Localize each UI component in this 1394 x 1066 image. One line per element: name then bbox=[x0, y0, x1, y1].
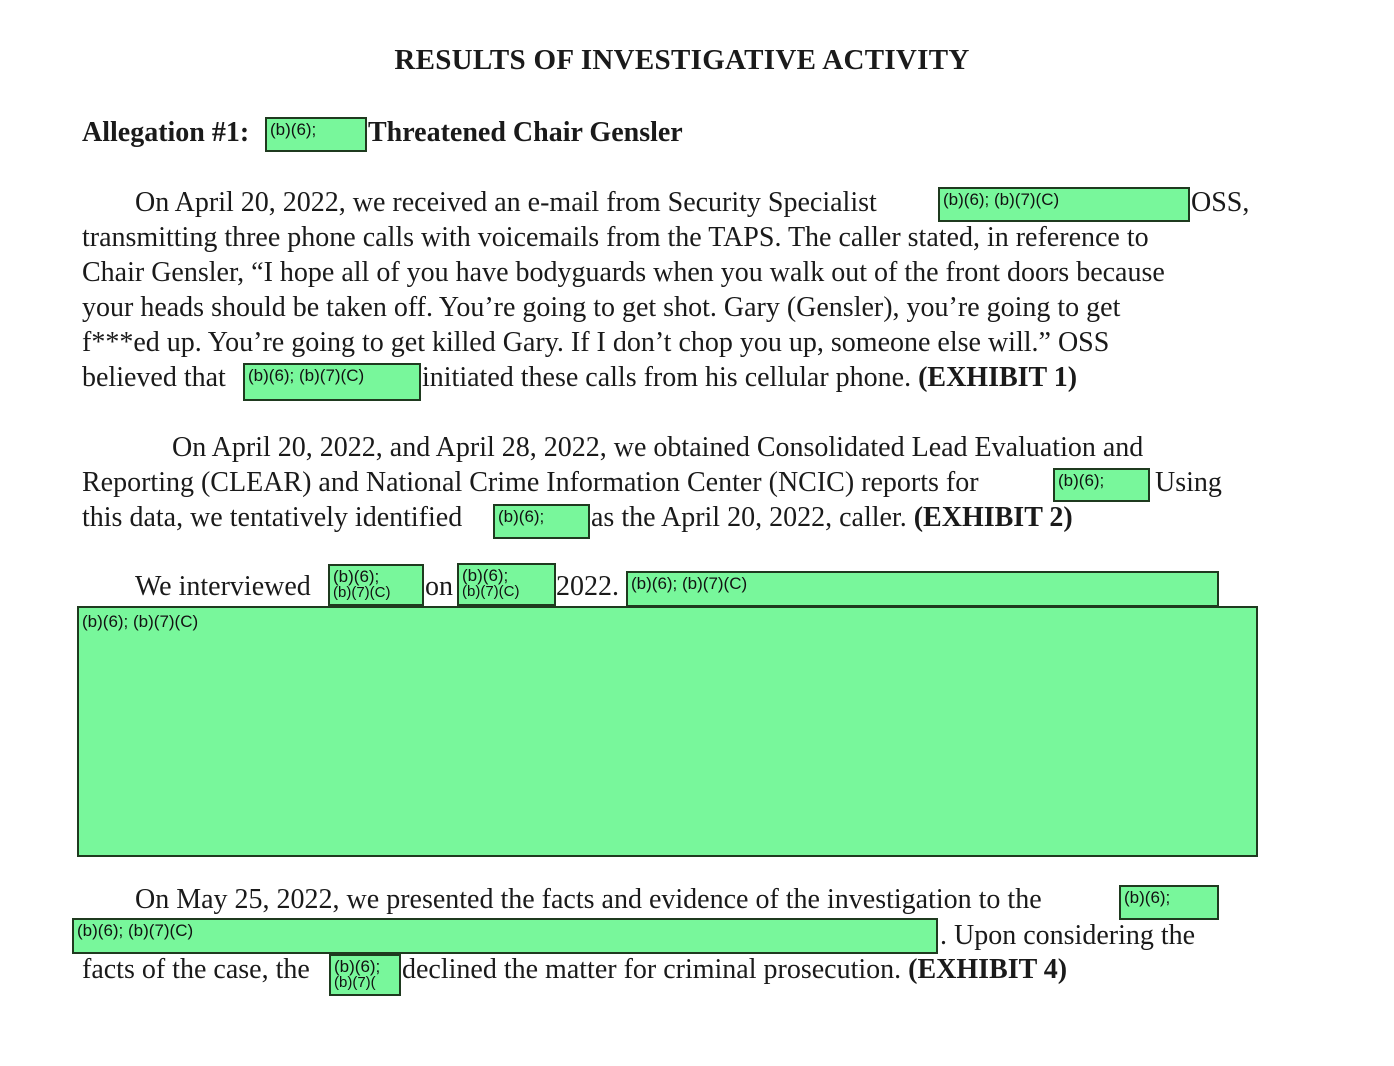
redaction-block-large: (b)(6); (b)(7)(C) bbox=[77, 606, 1258, 857]
paragraph-4-line-2-end: . Upon considering the bbox=[940, 920, 1196, 951]
redaction-box: (b)(6); (b)(7)(C) bbox=[457, 563, 556, 606]
redaction-box: (b)(6); bbox=[493, 504, 590, 539]
page-title: RESULTS OF INVESTIGATIVE ACTIVITY bbox=[394, 44, 970, 76]
paragraph-4-line-3-start: facts of the case, the bbox=[82, 954, 310, 985]
paragraph-4-line-3-end: declined the matter for criminal prosecution. (EXHIBIT 4) bbox=[402, 954, 1068, 985]
paragraph-2-line-2-start: Reporting (CLEAR) and National Crime Information Center (NCIC) reports for bbox=[82, 467, 979, 498]
paragraph-1-line-6-end: initiated these calls from his cellular phone. (EXHIBIT 1) bbox=[422, 362, 1078, 393]
redaction-box: (b)(6); bbox=[1119, 885, 1219, 920]
paragraph-3-word-on: on bbox=[425, 571, 453, 602]
paragraph-1-line-1-end: OSS, bbox=[1191, 187, 1250, 218]
exhibit-reference: (EXHIBIT 4) bbox=[908, 954, 1068, 985]
allegation-label: Allegation #1: bbox=[82, 117, 250, 148]
allegation-text: Threatened Chair Gensler bbox=[368, 117, 683, 148]
exhibit-reference: (EXHIBIT 1) bbox=[918, 362, 1078, 393]
redaction-box: (b)(6); (b)(7)(C) bbox=[938, 187, 1190, 222]
redaction-box: (b)(6); bbox=[265, 117, 367, 152]
redaction-box: (b)(6); (b)(7)(C) bbox=[72, 918, 938, 954]
paragraph-1-line-3: Chair Gensler, “I hope all of you have bodyguards when you walk out of the front doors because bbox=[82, 257, 1165, 288]
allegation-heading bbox=[82, 116, 249, 150]
exhibit-reference: (EXHIBIT 2) bbox=[913, 502, 1073, 533]
paragraph-1-line-2: transmitting three phone calls with voicemails from the TAPS. The caller stated, in reference to bbox=[82, 222, 1149, 253]
paragraph-2-line-3-start: this data, we tentatively identified bbox=[82, 502, 463, 533]
redaction-box: (b)(6); (b)(7)(C) bbox=[328, 564, 424, 606]
paragraph-2-line-1: On April 20, 2022, and April 28, 2022, we obtained Consolidated Lead Evaluation and bbox=[172, 432, 1144, 463]
paragraph-2-line-3-end: as the April 20, 2022, caller. (EXHIBIT 2) bbox=[591, 502, 1073, 533]
paragraph-1-line-1: On April 20, 2022, we received an e-mail from Security Specialist bbox=[135, 187, 877, 218]
paragraph-1-line-5: f***ed up. You’re going to get killed Gary. If I don’t chop you up, someone else will.” OSS bbox=[82, 327, 1110, 358]
redaction-box: (b)(6); (b)(7)( bbox=[329, 954, 401, 996]
redaction-box: (b)(6); bbox=[1053, 468, 1150, 502]
redaction-box: (b)(6); (b)(7)(C) bbox=[626, 571, 1219, 607]
paragraph-3-line-1-start: We interviewed bbox=[135, 571, 311, 602]
paragraph-1-line-6-start: believed that bbox=[82, 362, 226, 393]
paragraph-4-line-1: On May 25, 2022, we presented the facts and evidence of the investigation to the bbox=[135, 884, 1042, 915]
paragraph-3-year: 2022. bbox=[556, 571, 619, 602]
paragraph-2-line-2-end: Using bbox=[1155, 467, 1222, 498]
paragraph-1-line-4: your heads should be taken off. You’re going to get shot. Gary (Gensler), you’re going to get bbox=[82, 292, 1121, 323]
redaction-box: (b)(6); (b)(7)(C) bbox=[243, 363, 421, 401]
